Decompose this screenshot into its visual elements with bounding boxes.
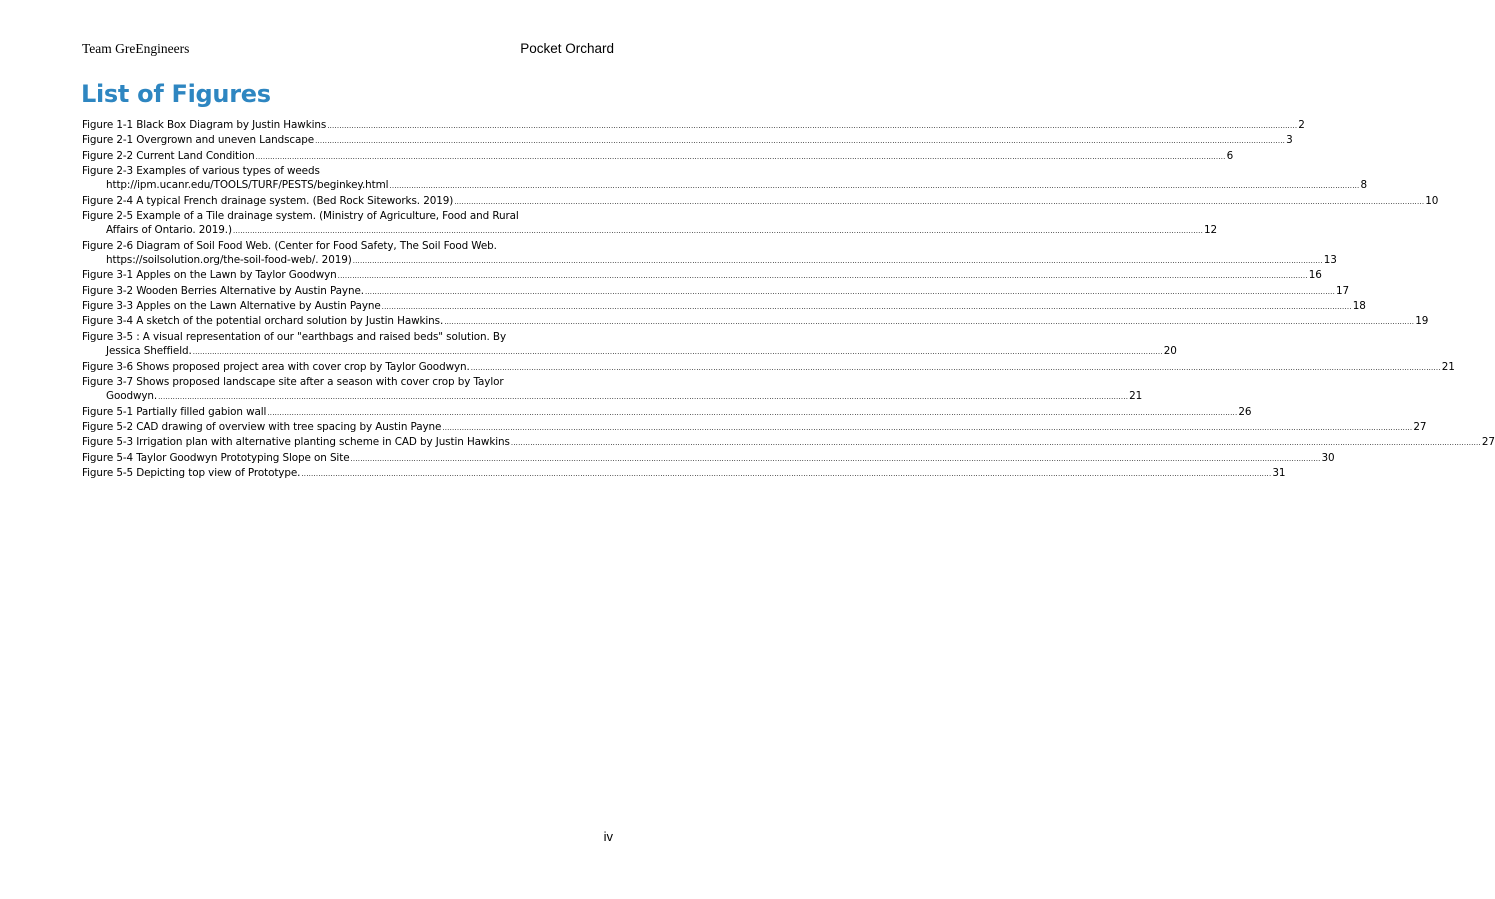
figure-page-number: 16 xyxy=(1308,269,1322,282)
dot-leader: ................................................................................................................................................................................................................................................................................................................................................................................................................ xyxy=(454,197,1425,206)
figure-page-number: 17 xyxy=(1336,284,1350,297)
figure-caption: Affairs of Ontario. 2019.) xyxy=(106,224,232,237)
running-header-project: Pocket Orchard xyxy=(520,41,614,56)
figure-page-number: 21 xyxy=(1129,390,1143,403)
figure-entry-line xyxy=(82,375,613,389)
figure-caption: Figure 2-6 Diagram of Soil Food Web. (Center for Food Safety, The Soil Food Web. xyxy=(82,239,497,252)
figure-caption: Figure 5-5 Depicting top view of Prototype. xyxy=(82,466,301,479)
figure-caption: https://soilsolution.org/the-soil-food-web/. 2019) xyxy=(106,254,352,267)
figure-page-number: 13 xyxy=(1323,254,1337,267)
dot-leader: ................................................................................................................................................................................................................................................................................................................................................................................................................ xyxy=(315,137,1286,146)
figure-caption: Figure 3-6 Shows proposed project area with cover crop by Taylor Goodwyn. xyxy=(82,360,470,373)
figure-page-number: 27 xyxy=(1413,420,1427,433)
figure-entry-continuation xyxy=(82,253,1337,268)
figure-entry[interactable] xyxy=(82,330,1177,360)
figure-caption: Figure 3-2 Wooden Berries Alternative by Austin Payne. xyxy=(82,284,364,297)
figure-page-number: 10 xyxy=(1425,194,1439,207)
dot-leader: ................................................................................................................................................................................................................................................................................................................................................................................................................ xyxy=(470,363,1441,372)
figure-caption: http://ipm.ucanr.edu/TOOLS/TURF/PESTS/beginkey.html xyxy=(106,179,389,192)
figure-entry[interactable] xyxy=(82,299,1366,314)
dot-leader: ................................................................................................................................................................................................................................................................................................................................................................................................................ xyxy=(158,393,1129,402)
figure-caption: Jessica Sheffield. xyxy=(106,345,192,358)
figure-caption: Figure 5-4 Taylor Goodwyn Prototyping Slope on Site xyxy=(82,451,350,464)
dot-leader: ................................................................................................................................................................................................................................................................................................................................................................................................................ xyxy=(255,152,1226,161)
figure-page-number: 8 xyxy=(1360,179,1367,192)
figure-page-number: 31 xyxy=(1272,466,1286,479)
figure-entry[interactable] xyxy=(82,194,1439,209)
page-number: iv xyxy=(603,829,613,844)
figure-entry-line xyxy=(82,239,613,253)
figure-page-number: 21 xyxy=(1441,360,1455,373)
figure-entry[interactable] xyxy=(82,466,1286,481)
figure-entry[interactable] xyxy=(82,268,1322,283)
dot-leader: ................................................................................................................................................................................................................................................................................................................................................................................................................ xyxy=(510,439,1481,448)
figure-caption: Figure 5-1 Partially filled gabion wall xyxy=(82,405,267,418)
figure-entry[interactable] xyxy=(82,360,1455,375)
dot-leader: ................................................................................................................................................................................................................................................................................................................................................................................................................ xyxy=(364,287,1335,296)
dot-leader: ................................................................................................................................................................................................................................................................................................................................................................................................................ xyxy=(327,122,1298,130)
dot-leader: ................................................................................................................................................................................................................................................................................................................................................................................................................ xyxy=(350,454,1321,463)
dot-leader: ................................................................................................................................................................................................................................................................................................................................................................................................................ xyxy=(267,408,1238,417)
figure-caption: Figure 2-4 A typical French drainage system. (Bed Rock Siteworks. 2019) xyxy=(82,194,454,207)
figure-entry[interactable] xyxy=(82,164,1367,194)
figure-page-number: 26 xyxy=(1238,405,1252,418)
figure-entry[interactable] xyxy=(82,239,1337,269)
figure-caption: Figure 3-4 A sketch of the potential orchard solution by Justin Hawkins. xyxy=(82,315,444,328)
figure-entry-line xyxy=(82,194,1439,209)
page-title: List of Figures xyxy=(81,80,271,108)
figure-entry[interactable] xyxy=(82,133,1293,148)
figure-entry-line xyxy=(82,330,613,344)
figure-entry-continuation xyxy=(82,178,1367,193)
figure-entry-line xyxy=(82,268,1322,283)
figure-page-number: 12 xyxy=(1204,224,1218,237)
figure-entry[interactable] xyxy=(82,375,1143,405)
figure-caption: Figure 3-5 : A visual representation of our "earthbags and raised beds" solution. By xyxy=(82,330,506,343)
figure-entry[interactable] xyxy=(82,314,1429,329)
figure-entry-line xyxy=(82,420,1427,435)
figure-entry[interactable] xyxy=(82,435,1495,450)
figure-entry-continuation xyxy=(82,344,1177,359)
figure-entry[interactable] xyxy=(82,284,1350,299)
figure-entry[interactable] xyxy=(82,118,1305,133)
figure-caption: Figure 2-3 Examples of various types of weeds xyxy=(82,165,320,178)
figure-entry-line xyxy=(82,209,613,223)
dot-leader: ................................................................................................................................................................................................................................................................................................................................................................................................................ xyxy=(444,318,1415,327)
figure-page-number: 6 xyxy=(1226,149,1234,162)
figure-page-number: 30 xyxy=(1321,451,1335,464)
figure-entry-line xyxy=(82,149,1234,164)
figure-caption: Figure 2-2 Current Land Condition xyxy=(82,149,255,162)
dot-leader: ................................................................................................................................................................................................................................................................................................................................................................................................................ xyxy=(352,257,1323,266)
figure-entry-line xyxy=(82,164,613,178)
figure-entry-continuation xyxy=(82,223,1218,238)
dot-leader: ................................................................................................................................................................................................................................................................................................................................................................................................................ xyxy=(192,348,1163,357)
running-header-team: Team GreEngineers xyxy=(82,41,190,56)
figure-entry[interactable] xyxy=(82,405,1252,420)
figure-entry-line xyxy=(82,299,1366,314)
dot-leader: ................................................................................................................................................................................................................................................................................................................................................................................................................ xyxy=(301,469,1272,478)
figure-page-number: 27 xyxy=(1481,436,1495,449)
dot-leader: ................................................................................................................................................................................................................................................................................................................................................................................................................ xyxy=(442,423,1413,432)
figure-caption: Figure 2-1 Overgrown and uneven Landscape xyxy=(82,134,315,147)
figure-entry-line xyxy=(82,466,1286,481)
figure-caption: Figure 5-2 CAD drawing of overview with tree spacing by Austin Payne xyxy=(82,420,442,433)
dot-leader: ................................................................................................................................................................................................................................................................................................................................................................................................................ xyxy=(381,303,1352,312)
figure-caption: Figure 3-1 Apples on the Lawn by Taylor Goodwyn xyxy=(82,269,337,282)
figure-entry-line xyxy=(82,133,1293,148)
figure-page-number: 2 xyxy=(1298,119,1305,131)
figure-entry-line xyxy=(82,284,1350,299)
figure-page-number: 19 xyxy=(1415,315,1429,328)
figure-entry-line xyxy=(82,360,1455,375)
figure-entry-line xyxy=(82,435,1495,450)
figure-entry-continuation xyxy=(82,389,1143,404)
dot-leader: ................................................................................................................................................................................................................................................................................................................................................................................................................ xyxy=(389,182,1360,191)
figure-entry[interactable] xyxy=(82,420,1427,435)
figure-entry-line xyxy=(82,118,1305,133)
figure-caption: Figure 3-3 Apples on the Lawn Alternative by Austin Payne xyxy=(82,300,381,313)
figure-entry-line xyxy=(82,405,1252,420)
figure-entry[interactable] xyxy=(82,209,1218,239)
figure-entry[interactable] xyxy=(82,149,1234,164)
figure-caption: Goodwyn. xyxy=(106,390,158,403)
dot-leader: ................................................................................................................................................................................................................................................................................................................................................................................................................ xyxy=(337,272,1308,281)
figure-entry[interactable] xyxy=(82,451,1335,466)
figure-caption: Figure 2-5 Example of a Tile drainage system. (Ministry of Agriculture, Food and Rural xyxy=(82,210,519,223)
figure-entry-line xyxy=(82,314,1429,329)
figure-page-number: 20 xyxy=(1163,345,1177,358)
figure-caption: Figure 5-3 Irrigation plan with alternative planting scheme in CAD by Justin Hawkins xyxy=(82,436,510,449)
figure-caption: Figure 1-1 Black Box Diagram by Justin Hawkins xyxy=(82,119,327,131)
figure-entry-line xyxy=(82,451,1335,466)
figure-page-number: 18 xyxy=(1352,300,1366,313)
figure-caption: Figure 3-7 Shows proposed landscape site after a season with cover crop by Taylor xyxy=(82,375,504,388)
dot-leader: ................................................................................................................................................................................................................................................................................................................................................................................................................ xyxy=(232,227,1204,236)
figure-page-number: 3 xyxy=(1286,134,1293,147)
list-of-figures xyxy=(82,118,1495,481)
